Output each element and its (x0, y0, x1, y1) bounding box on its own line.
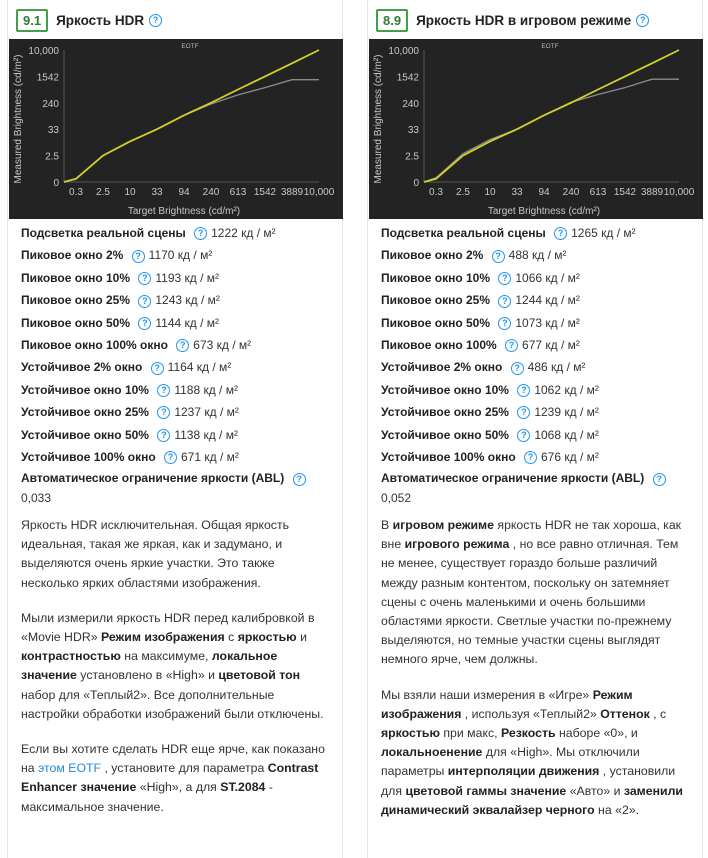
stat-value: 1188 кд / м² (174, 382, 238, 397)
stat-label: Пиковое окно 100% (381, 337, 497, 352)
x-tick-label: 94 (538, 187, 550, 198)
stat-row (21, 267, 341, 289)
stat-value: 1244 кд / м² (515, 293, 580, 308)
x-tick-label: 240 (202, 187, 220, 198)
eotf-chart-svg (369, 39, 703, 219)
x-tick-label: 2.5 (456, 187, 470, 198)
x-tick-label: 613 (589, 187, 607, 198)
x-tick-label: 3889 (640, 187, 664, 198)
stat-label: Устойчивое 2% окно (21, 360, 143, 375)
stat-value: 673 кд / м² (193, 337, 252, 352)
stat-row (381, 379, 701, 401)
hdr-brightness-card (7, 0, 343, 858)
stat-row (381, 244, 701, 266)
y-tick-label: 0 (413, 178, 419, 189)
x-tick-label: 613 (229, 187, 247, 198)
stat-label: Устойчивое окно 25% (381, 405, 509, 420)
x-tick-label: 10 (124, 187, 136, 198)
stat-row (381, 289, 701, 311)
y-tick-label: 240 (42, 98, 59, 110)
stat-label: Пиковое окно 100% окно (21, 337, 168, 352)
y-tick-label: 0 (53, 178, 59, 189)
card-header (16, 9, 162, 31)
help-icon[interactable]: ? (498, 317, 511, 330)
y-tick-label: 33 (47, 125, 59, 137)
stat-row (21, 312, 341, 334)
abl-value: 0,052 (381, 491, 412, 506)
stat-row (381, 401, 701, 423)
section-title: Яркость HDR (56, 12, 145, 28)
hdr-game-mode-card (367, 0, 703, 858)
stat-row (21, 446, 341, 468)
help-icon[interactable]: ? (138, 272, 151, 285)
help-icon[interactable]: ? (511, 362, 524, 375)
stat-label: Устойчивое 100% окно (381, 449, 516, 464)
stat-value: 1265 кд / м² (571, 226, 636, 240)
stat-value: 677 кд / м² (522, 337, 580, 352)
help-icon[interactable]: ? (517, 429, 530, 442)
stat-value: 1193 кд / м² (155, 270, 219, 285)
y-tick-label: 10,000 (388, 46, 419, 57)
stat-label: Подсветка реальной сцены (381, 226, 546, 240)
x-ticks (429, 187, 695, 198)
x-tick-label: 2.5 (96, 187, 110, 198)
stat-label: Пиковое окно 25% (381, 293, 491, 308)
stat-value: 1073 кд / м² (515, 315, 580, 330)
y-tick-label: 1542 (36, 72, 59, 84)
stat-label: Пиковое окно 10% (381, 270, 491, 285)
section-title: Яркость HDR в игровом режиме (416, 12, 632, 28)
chart-title: EOTF (541, 43, 559, 50)
measured-line (424, 79, 679, 182)
stat-row (381, 334, 701, 356)
x-tick-label: 94 (178, 187, 190, 198)
stat-row (21, 356, 341, 378)
stat-value: 1062 кд / м² (534, 382, 599, 397)
stat-value: 1243 кд / м² (155, 293, 220, 308)
paragraph: Яркость HDR исключительная. Общая яркость идеальная, такая же яркая, как и задумано, и выделяются очень яркие участки. Это также несколько ярких областями изображения. (21, 518, 289, 590)
score-badge: 8.9 (376, 9, 408, 32)
stat-value: 486 кд / м² (527, 360, 586, 375)
x-tick-label: 10,000 (663, 187, 695, 198)
help-icon[interactable]: ? (492, 250, 505, 263)
review-text (21, 516, 333, 833)
review-text (381, 516, 693, 836)
eotf-chart-svg (9, 39, 343, 219)
stat-row (21, 289, 341, 311)
stat-row (21, 379, 341, 401)
abl-label: Автоматическое ограничение яркости (ABL) (21, 471, 285, 486)
stat-label: Устойчивое 2% окно (381, 360, 503, 375)
help-icon[interactable]: ? (293, 473, 306, 486)
help-icon[interactable]: ? (138, 295, 151, 308)
help-icon[interactable]: ? (517, 384, 530, 397)
help-icon[interactable]: ? (554, 227, 567, 240)
chart-title: EOTF (181, 43, 199, 50)
y-tick-label: 240 (402, 98, 419, 110)
x-tick-label: 1542 (253, 187, 277, 198)
stat-label: Устойчивое окно 10% (381, 382, 509, 397)
stat-value: 1164 кд / м² (167, 360, 232, 375)
y-axis-label: Measured Brightness (cd/m²) (373, 54, 384, 184)
paragraph: Если вы хотите сделать HDR еще ярче, как показано на этом EOTF , установите для параметра Contrast Enhancer значение «High», а для ST.2084 - максимальное значение. (21, 742, 325, 814)
x-tick-label: 10,000 (303, 187, 335, 198)
help-icon[interactable]: ? (505, 339, 518, 352)
stat-label: Пиковое окно 10% (21, 270, 131, 285)
score-badge: 9.1 (16, 9, 48, 32)
x-tick-label: 33 (511, 187, 523, 198)
stat-label: Пиковое окно 50% (381, 315, 491, 330)
abl-row (21, 468, 341, 508)
x-tick-label: 1542 (613, 187, 637, 198)
stat-label: Устойчивое окно 10% (21, 382, 149, 397)
stat-label: Устойчивое окно 25% (21, 405, 149, 420)
stat-value: 1237 кд / м² (174, 405, 239, 420)
abl-value: 0,033 (21, 491, 52, 506)
x-tick-label: 3889 (280, 187, 304, 198)
y-tick-label: 10,000 (28, 46, 59, 57)
stat-row (381, 222, 701, 244)
stat-value: 1144 кд / м² (155, 315, 219, 330)
x-tick-label: 0.3 (429, 187, 443, 198)
x-ticks (69, 187, 335, 198)
help-icon[interactable]: ? (138, 317, 151, 330)
stat-label: Пиковое окно 2% (21, 248, 124, 263)
stat-value: 676 кд / м² (541, 449, 599, 464)
y-axis-label: Measured Brightness (cd/m²) (13, 54, 24, 184)
help-icon[interactable]: ? (132, 250, 145, 263)
stat-label: Пиковое окно 25% (21, 293, 131, 308)
stat-value: 1066 кд / м² (515, 270, 580, 285)
x-tick-label: 10 (484, 187, 496, 198)
stat-value: 488 кд / м² (508, 248, 567, 263)
help-icon[interactable]: ? (194, 227, 207, 240)
stat-label: Подсветка реальной сцены (21, 226, 186, 240)
stats-list (21, 222, 341, 508)
stat-row (381, 446, 701, 468)
eotf-chart (369, 39, 703, 219)
paragraph: В игровом режиме яркость HDR не так хороша, как вне игрового режима , но все равно отличная. Тем не менее, существует гораздо больше различий между разным контентом, поскольку он затемняет сцены с очень маленькими и очень большими областями яркости. Светлые участки по-прежнему выделяются, но темные участки сцены выглядят немного ярче, чем должны. (381, 518, 682, 667)
stat-value: 1138 кд / м² (174, 427, 238, 442)
target-line (64, 50, 319, 182)
abl-label: Автоматическое ограничение яркости (ABL) (381, 471, 645, 486)
stats-list (381, 222, 701, 508)
paragraph: Мы взяли наши измерения в «Игре» Режим изображения , используя «Теплый2» Оттенок , с яркостью при макс, Резкость наборе «0», и локальноенение для «High». Мы отключили параметры интерполяции движения , установили для цветовой гаммы значение «Авто» и заменили динамический эквалайзер черного на «2». (381, 687, 683, 817)
stat-label: Устойчивое 100% окно (21, 449, 156, 464)
stat-value: 1222 кд / м² (211, 226, 276, 240)
x-axis-label: Target Brightness (cd/m²) (127, 206, 241, 217)
y-tick-label: 1542 (396, 72, 419, 84)
target-line (424, 50, 679, 182)
x-tick-label: 33 (151, 187, 163, 198)
help-icon[interactable]: ? (149, 14, 162, 27)
help-icon[interactable]: ? (498, 295, 511, 308)
stat-row (381, 312, 701, 334)
stat-value: 671 кд / м² (181, 449, 239, 464)
help-icon[interactable]: ? (157, 384, 170, 397)
y-ticks (388, 46, 419, 189)
eotf-link[interactable]: этом EOTF (38, 761, 102, 776)
stat-row (21, 424, 341, 446)
help-icon[interactable]: ? (157, 429, 170, 442)
x-tick-label: 240 (562, 187, 580, 198)
stat-value: 1170 кд / м² (148, 248, 213, 263)
help-icon[interactable]: ? (636, 14, 649, 27)
eotf-chart (9, 39, 343, 219)
stat-label: Устойчивое окно 50% (381, 427, 509, 442)
help-icon[interactable]: ? (653, 473, 666, 486)
help-icon[interactable]: ? (157, 406, 170, 419)
help-icon[interactable]: ? (498, 272, 511, 285)
y-tick-label: 2.5 (405, 151, 419, 163)
card-header (376, 9, 649, 31)
help-icon[interactable]: ? (524, 451, 537, 464)
stat-row (21, 244, 341, 266)
y-tick-label: 2.5 (45, 151, 59, 163)
abl-row (381, 468, 701, 508)
stat-row (381, 356, 701, 378)
measured-line (64, 80, 319, 182)
stat-row (21, 222, 341, 244)
stat-row (21, 401, 341, 423)
stat-value: 1068 кд / м² (534, 427, 599, 442)
stat-label: Пиковое окно 2% (381, 248, 484, 263)
x-tick-label: 0.3 (69, 187, 83, 198)
help-icon[interactable]: ? (151, 362, 164, 375)
stat-label: Пиковое окно 50% (21, 315, 131, 330)
paragraph: Мыли измерили яркость HDR перед калибровкой в «Movie HDR» Режим изображения с яркостью и контрастностью на максимуме, локальное значение установлено в «High» и цветовой тон набор для «Теплый2». Все дополнительные настройки обработки изображений были отключены. (21, 610, 324, 721)
stat-row (381, 424, 701, 446)
help-icon[interactable]: ? (164, 451, 177, 464)
help-icon[interactable]: ? (517, 406, 530, 419)
x-axis-label: Target Brightness (cd/m²) (487, 206, 601, 217)
stat-label: Устойчивое окно 50% (21, 427, 149, 442)
y-tick-label: 33 (407, 125, 419, 137)
stat-row (381, 267, 701, 289)
stat-row (21, 334, 341, 356)
y-ticks (28, 46, 59, 189)
help-icon[interactable]: ? (176, 339, 189, 352)
stat-value: 1239 кд / м² (534, 405, 599, 420)
